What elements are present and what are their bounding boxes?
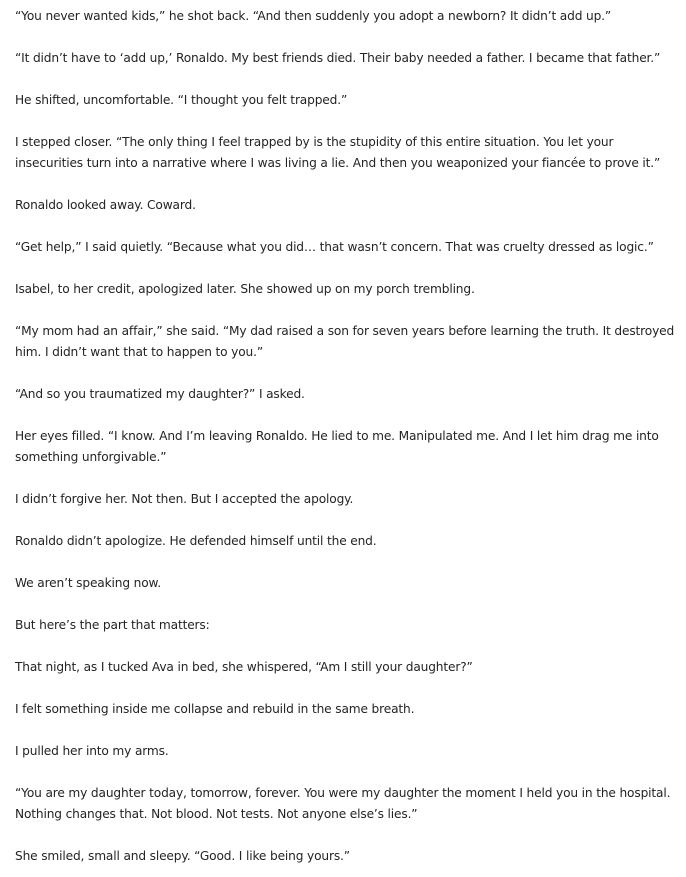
paragraph: He shifted, uncomfortable. “I thought you felt trapped.” [15,93,348,107]
paragraph: She smiled, small and sleepy. “Good. I like being yours.” [15,849,350,863]
paragraph: “And so you traumatized my daughter?” I asked. [15,387,305,401]
paragraph: Ronaldo didn’t apologize. He defended himself until the end. [15,534,377,548]
paragraph: I felt something inside me collapse and rebuild in the same breath. [15,702,415,716]
paragraph: “It didn’t have to ‘add up,’ Ronaldo. My best friends died. Their baby needed a father. I became that father.” [15,51,661,65]
paragraph: I didn’t forgive her. Not then. But I accepted the apology. [15,492,354,506]
story-text [15,0,675,867]
paragraph: But here’s the part that matters: [15,618,210,632]
paragraph: Isabel, to her credit, apologized later. She showed up on my porch trembling. [15,282,475,296]
paragraph: “My mom had an affair,” she said. “My dad raised a son for seven years before learning the truth. It destroyed him. I didn’t want that to happen to you.” [15,324,675,359]
paragraph: Ronaldo looked away. Coward. [15,198,196,212]
paragraph: I stepped closer. “The only thing I feel trapped by is the stupidity of this entire situation. You let your insecurities turn into a narrative where I was living a lie. And then you weaponized your fiancée to prove it.” [15,135,661,170]
paragraph: We aren’t speaking now. [15,576,161,590]
paragraph: “You are my daughter today, tomorrow, forever. You were my daughter the moment I held you in the hospital. Nothing changes that. Not blood. Not tests. Not anyone else’s lies.” [15,786,671,821]
paragraph: “Get help,” I said quietly. “Because what you did… that wasn’t concern. That was cruelty dressed as logic.” [15,240,654,254]
paragraph: “You never wanted kids,” he shot back. “And then suddenly you adopt a newborn? It didn’t add up.” [15,9,612,23]
paragraph: I pulled her into my arms. [15,744,169,758]
paragraph: Her eyes filled. “I know. And I’m leaving Ronaldo. He lied to me. Manipulated me. And I let him drag me into something unforgivable.” [15,429,659,464]
paragraph: That night, as I tucked Ava in bed, she whispered, “Am I still your daughter?” [15,660,473,674]
